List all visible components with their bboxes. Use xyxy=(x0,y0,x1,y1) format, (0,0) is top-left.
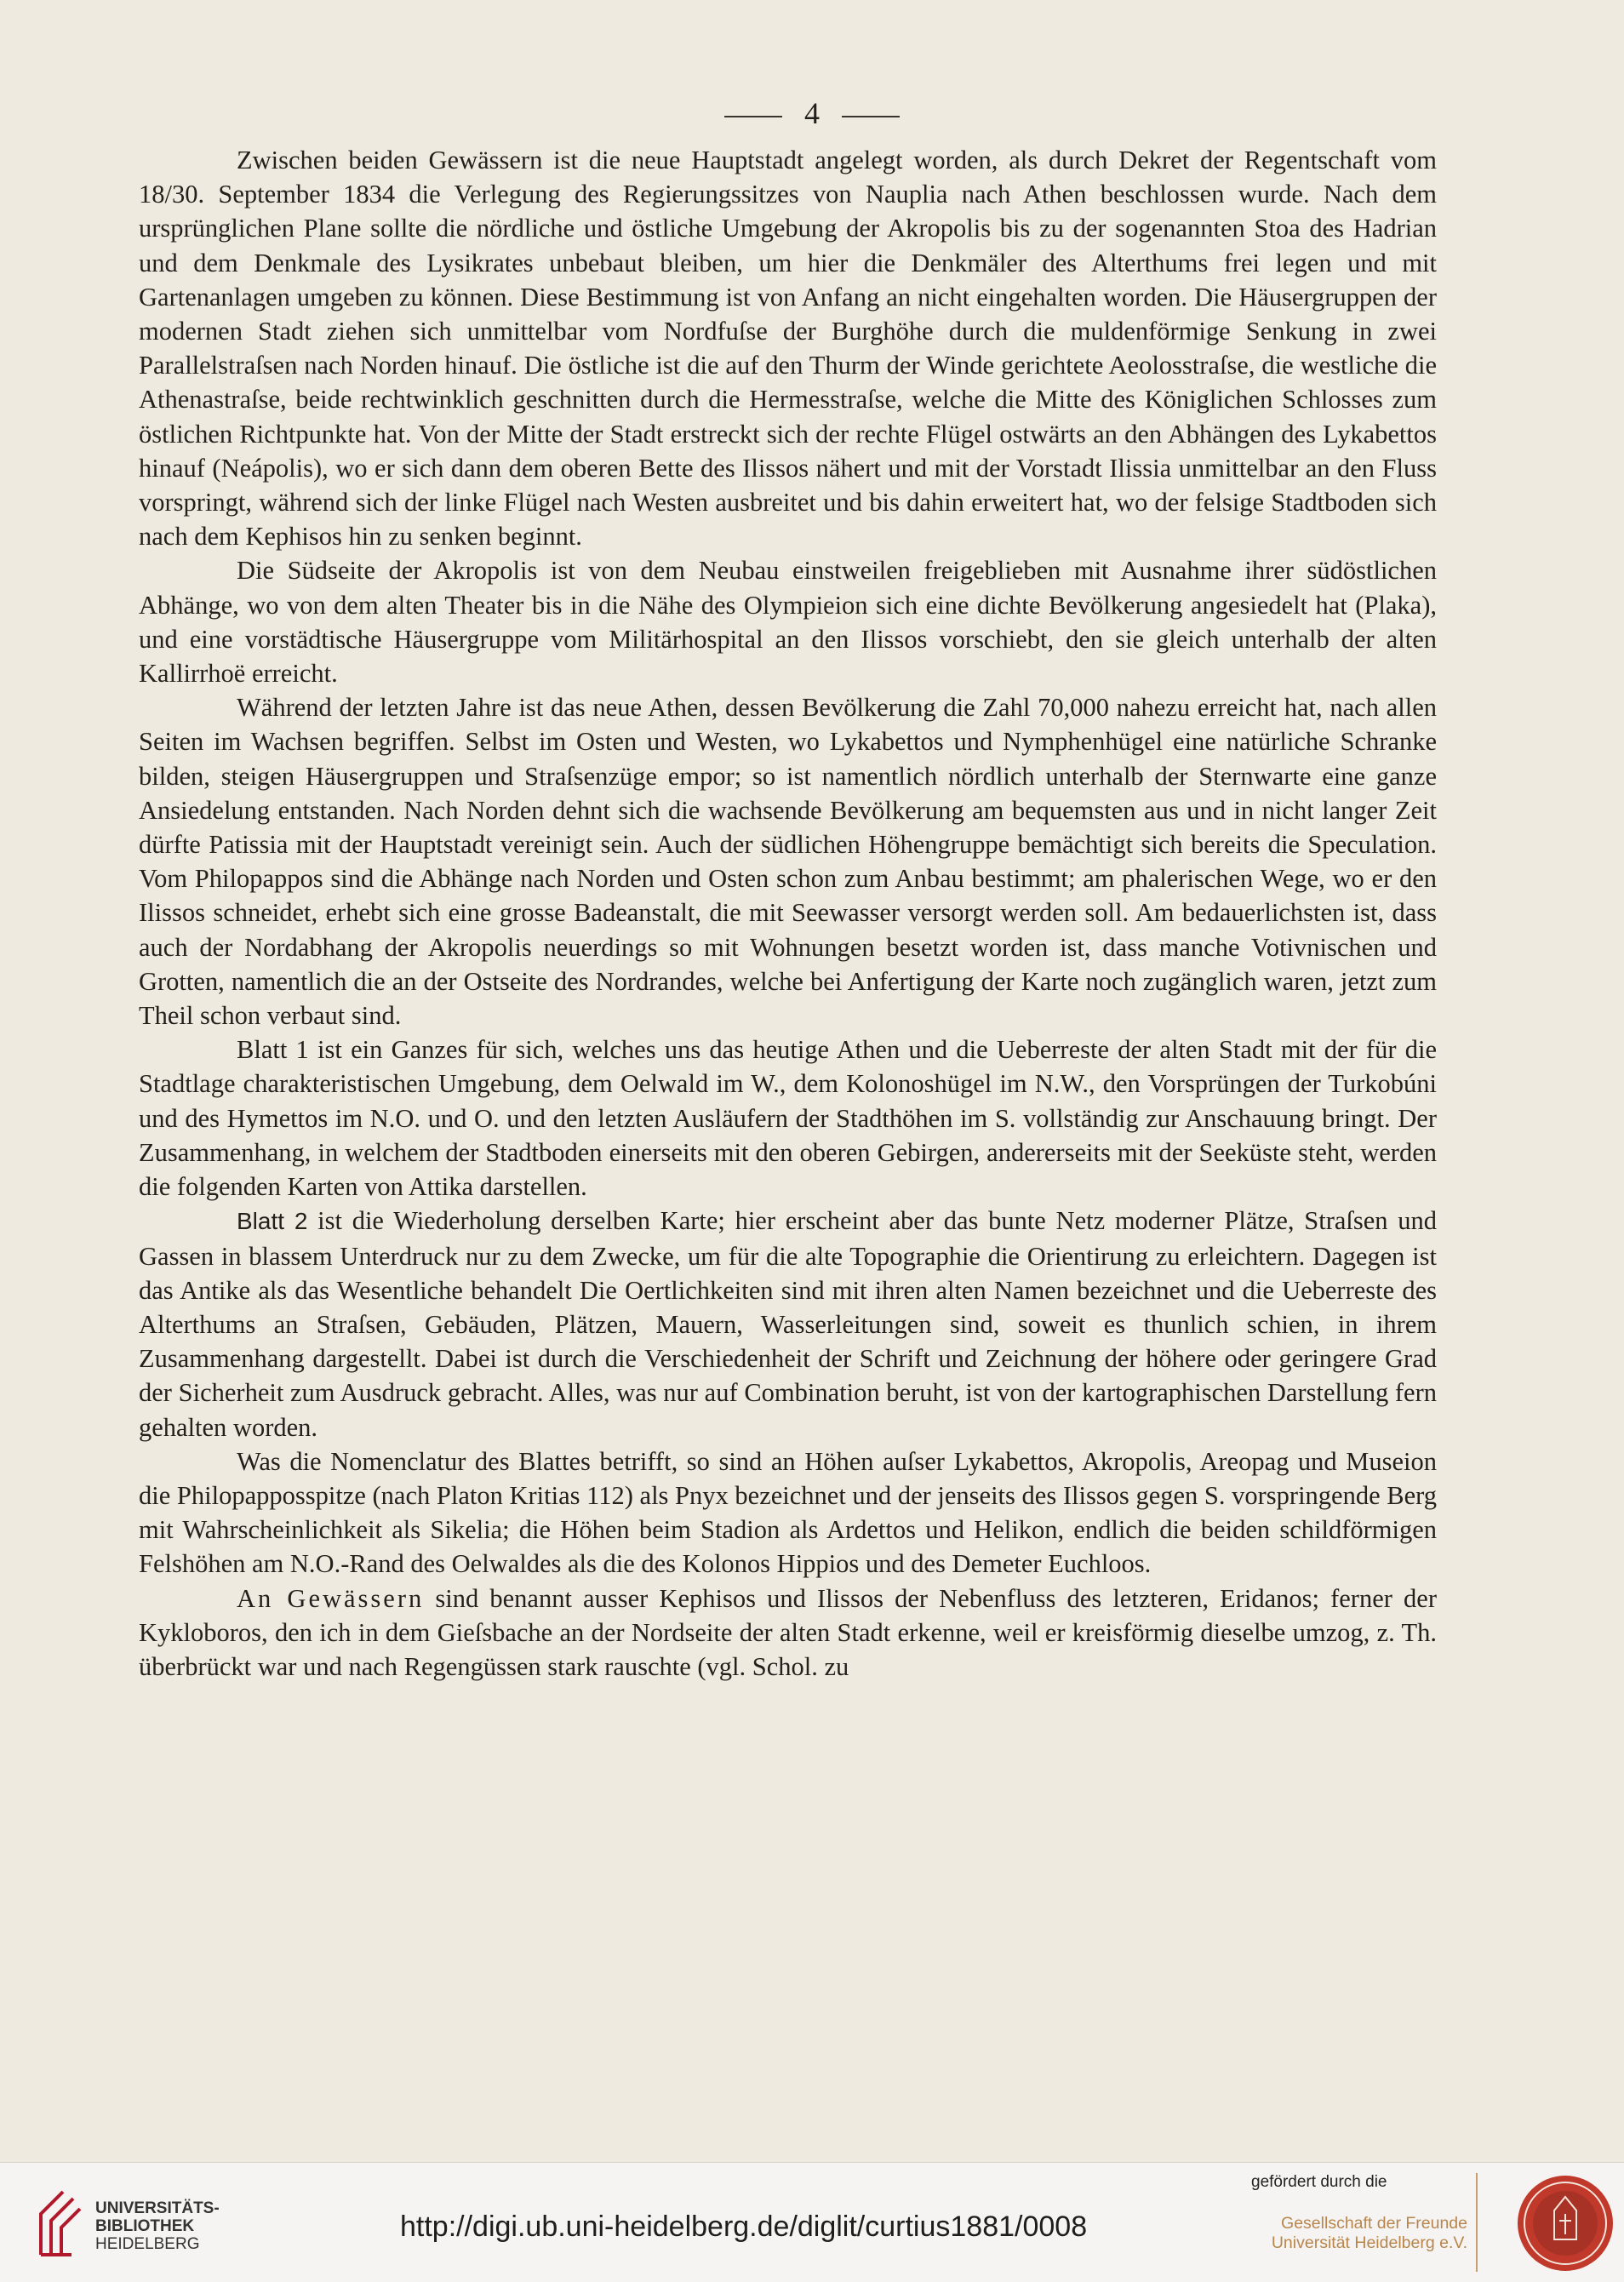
footer-divider xyxy=(1476,2173,1478,2272)
university-library-logo-icon[interactable] xyxy=(34,2180,85,2265)
page-number-text: 4 xyxy=(804,96,820,130)
paragraph: Zwischen beiden Gewässern ist die neue Hauptstadt angelegt worden, als durch Dekret der Regentschaft vom 18/30. September 1834 die Verlegung des Regierungssitzes von Nauplia nach Athen beschlossen wurde. Nach dem ursprünglichen Plane sollte die nördliche und östliche Umgebung der Akropolis bis zu der sogenannten Stoa des Hadrian und dem Denkmale des Lysikrates unbebaut bleiben, um hier die Denkmäler des Alterthums frei legen und mit Gartenanlagen umgeben zu können. Diese Bestimmung ist von Anfang an nicht eingehalten worden. Die Häusergruppen der modernen Stadt ziehen sich unmittelbar vom Nordfuſse der Burghöhe durch die muldenförmige Senkung in zwei Parallelstraſsen nach Norden hinauf. Die östliche ist die auf den Thurm der Winde gerichtete Aeolosstraſse, die westliche die Athenastraſse, beide rechtwinklich geschnitten durch die Hermesstraſse, welche die Mitte des Königlichen Schlosses zum östlichen Richtpunkte hat. Von der Mitte der Stadt erstreckt sich der rechte Flügel ostwärts an den Abhängen des Lykabettos hinauf (Neápolis), wo er sich dann dem oberen Bette des Ilissos nähert und mit der Vorstadt Ilissia unmittelbar an den Fluss vorspringt, während sich der linke Flügel nach Westen ausbreitet und bis dahin erweitert hat, wo der felsige Stadtboden sich nach dem Kephisos hin zu senken beginnt. xyxy=(139,146,1437,552)
paragraph: An Gewässern sind benannt ausser Kephisos und Ilissos der Nebenfluss des letzteren, Eridanos; ferner der Kykloboros, den ich in dem Gieſsbache an der Nordseite der alten Stadt erkenne, weil er kreisförmig dieselbe umzog, z. Th. überbrückt war und nach Regengüssen stark rauschte (vgl. Schol. zu xyxy=(139,1583,1437,1681)
paragraph: Während der letzten Jahre ist das neue Athen, dessen Bevölkerung die Zahl 70,000 nahezu erreicht hat, nach allen Seiten im Wachsen begriffen. Selbst im Osten und Westen, wo Lykabettos und Nymphenhügel eine natürliche Schranke bilden, steigen Häusergruppen und Straſsenzüge empor; so ist namentlich nördlich unterhalb der Sternwarte eine ganze Ansiedelung entstanden. Nach Norden dehnt sich die wachsende Bevölkerung am bequemsten aus und in nicht langer Zeit dürfte Patissia mit der Hauptstadt vereinigt sein. Auch der südlichen Höhengruppe bemächtigt sich bereits die Speculation. Vom Philopappos sind die Abhänge nach Norden und Osten schon zum Anbau bestimmt; am phalerischen Wege, wo er den Ilissos schneidet, erhebt sich eine grosse Badeanstalt, die mit Seewasser versorgt werden soll. Am bedauerlichsten ist, dass auch der Nordabhang der Akropolis neuerdings so mit Wohnungen besetzt worden ist, dass manche Votivnischen und Grotten, namentlich die an der Ostseite des Nordrandes, welche bei Anfertigung der Karte noch zugänglich waren, jetzt zum Theil schon verbaut sind. xyxy=(139,693,1437,1031)
page-number-rule-left xyxy=(724,116,782,117)
society-seal-icon[interactable] xyxy=(1515,2173,1615,2273)
viewer-footer xyxy=(0,2162,1624,2282)
paragraph: Blatt 2 ist die Wiederholung derselben Karte; hier erscheint aber das bunte Netz moderner Plätze, Straſsen und Gassen in blassem Unterdruck nur zu dem Zwecke, um für die alte Topographie die Orientirung zu erleichtern. Dagegen ist das Antike als das Wesentliche behandelt Die Oertlichkeiten sind mit ihren alten Namen bezeichnet und die Ueberreste des Alterthums an Straſsen, Gebäuden, Plätzen, Mauern, Wasserleitungen sind, soweit es thunlich schien, in ihrem Zusammenhang dargestellt. Dabei ist durch die Verschiedenheit der Schrift und Zeichnung der höhere oder geringere Grad der Sicherheit zum Ausdruck gebracht. Alles, was nur auf Combination beruht, ist von der kartographischen Darstellung fern gehalten worden. xyxy=(139,1206,1437,1442)
permalink-url[interactable]: http://digi.ub.uni-heidelberg.de/diglit/curtius1881/0008 xyxy=(400,2211,1088,2243)
sponsor-label: gefördert durch die xyxy=(1251,2173,1387,2191)
body-text xyxy=(139,143,1437,1684)
society-name[interactable]: Gesellschaft der Freunde Universität Heidelberg e.V. xyxy=(1271,2214,1467,2252)
gewaessern-lead: An Gewässern xyxy=(237,1583,425,1613)
paragraph: Was die Nomenclatur des Blattes betrifft, so sind an Höhen auſser Lykabettos, Akropolis, Areopag und Museion die Philopapposspitze (nach Platon Kritias 112) als Pnyx bezeichnet und der jenseits des Ilissos gegen S. vorspringende Berg mit Wahrscheinlichkeit als Sikelia; die Höhen beim Stadion als Ardettos und Helikon, endlich die beiden schildförmigen Felshöhen am N.O.-Rand des Oelwaldes als die des Kolonos Hippios und des Demeter Euchloos. xyxy=(139,1446,1437,1579)
page-number-rule-right xyxy=(842,116,900,117)
paragraph: Die Südseite der Akropolis ist von dem Neubau einstweilen freigeblieben mit Ausnahme ihrer südöstlichen Abhänge, wo von dem alten Theater bis in die Nähe des Olympieion sich eine dichte Bevölkerung angesiedelt hat (Plaka), und eine vorstädtische Häusergruppe vom Militärhospital an den Ilissos vorschiebt, den sie gleich unterhalb der alten Kallirrhoë erreicht. xyxy=(139,556,1437,689)
page-number xyxy=(0,95,1624,131)
library-name[interactable]: UNIVERSITÄTS- BIBLIOTHEK HEIDELBERG xyxy=(95,2199,220,2253)
blatt-2-lead: Blatt 2 xyxy=(237,1208,308,1235)
paragraph: Blatt 1 ist ein Ganzes für sich, welches uns das heutige Athen und die Ueberreste der alten Stadt mit der für die Stadtlage charakteristischen Umgebung, dem Oelwald im W., dem Kolonoshügel im N.W., den Vorsprüngen der Turkobúni und des Hymettos im N.O. und O. und den letzten Ausläufern der Stadthöhen im S. vollständig zur Anschauung bringt. Der Zusammenhang, in welchem der Stadtboden einerseits mit den oberen Gebirgen, andererseits mit der Seeküste steht, werden die folgenden Karten von Attika darstellen. xyxy=(139,1035,1437,1202)
